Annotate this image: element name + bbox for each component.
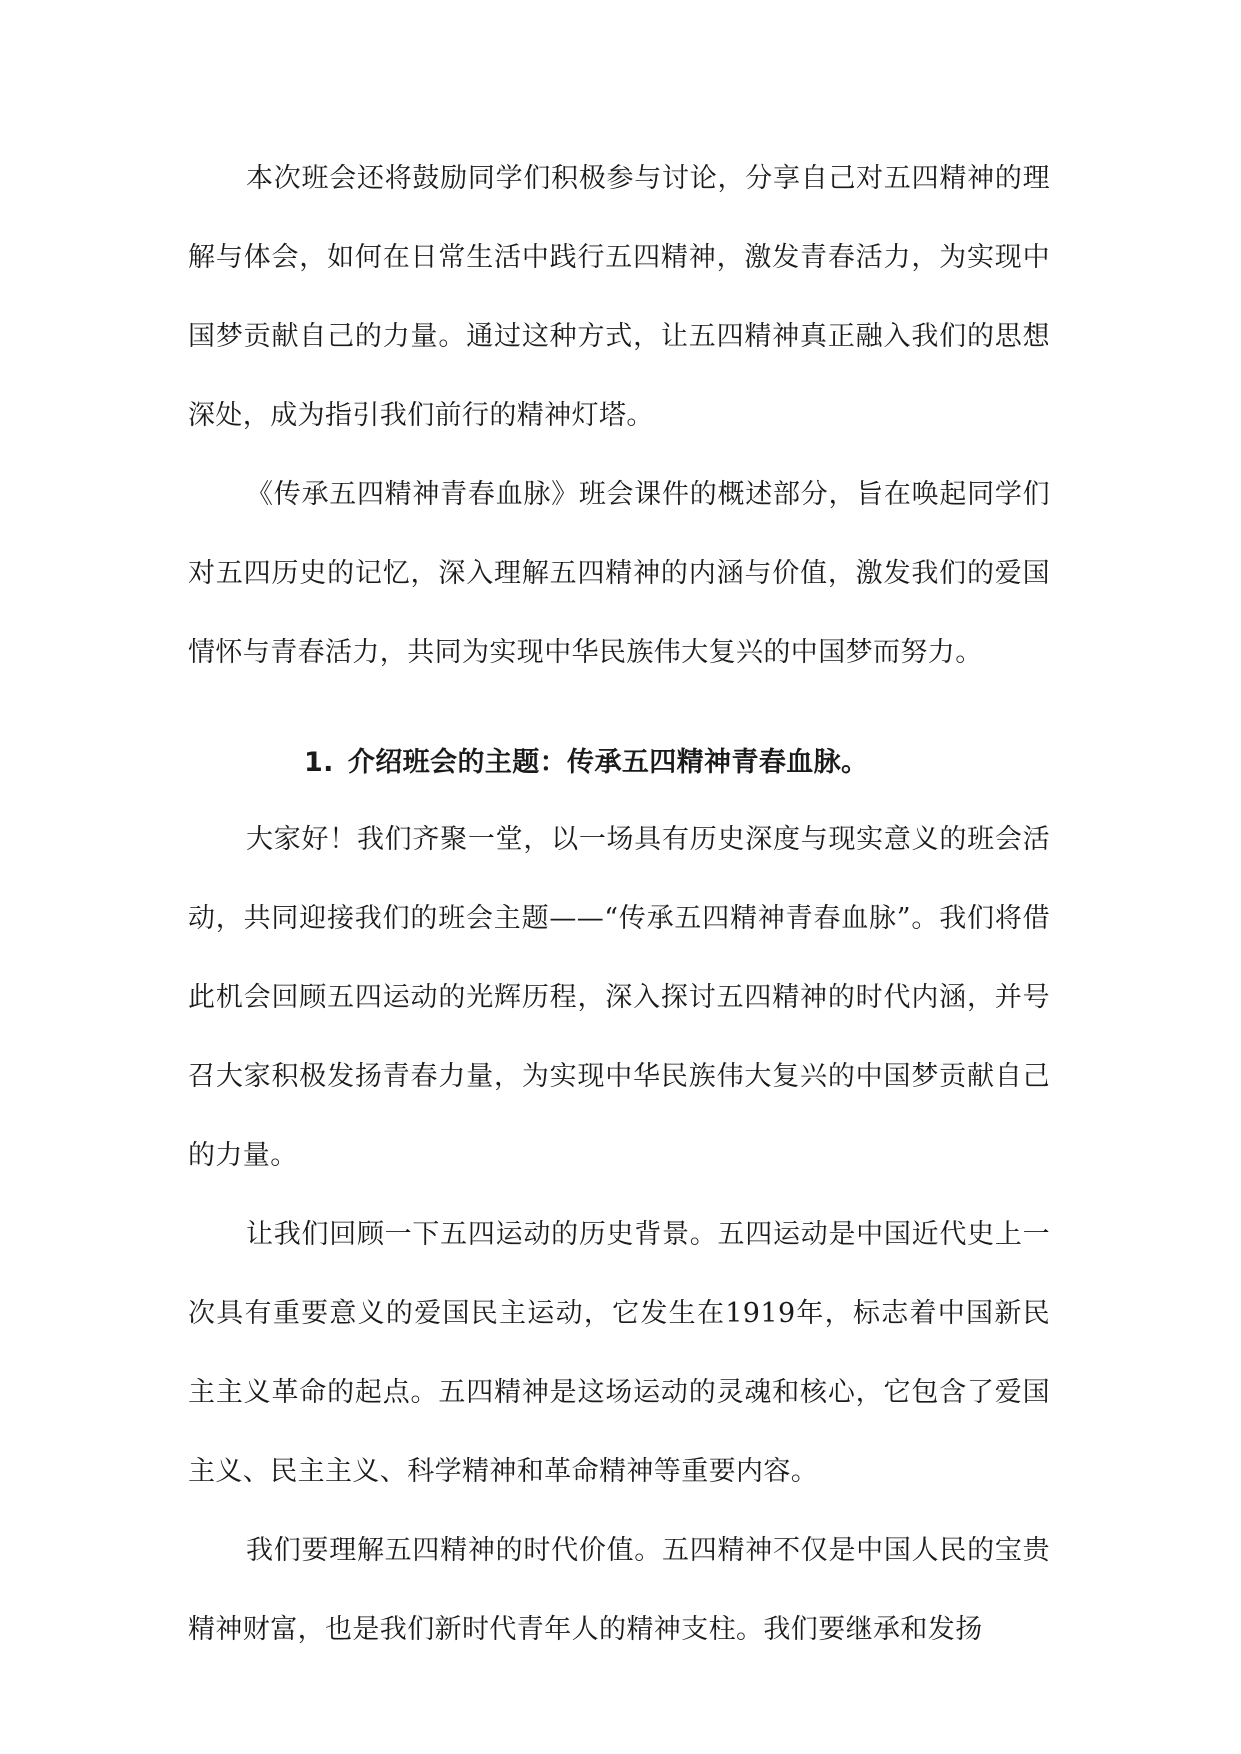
paragraph-history-background: 让我们回顾一下五四运动的历史背景。五四运动是中国近代史上一次具有重要意义的爱国民主运动，它发生在1919年，标志着中国新民主主义革命的起点。五四精神是这场运动的灵魂和核心，它包含了爱国主义、民主主义、科学精神和革命精神等重要内容。	[188, 1219, 1050, 1487]
section-heading	[188, 723, 1050, 802]
paragraph-era-value: 我们要理解五四精神的时代价值。五四精神不仅是中国人民的宝贵精神财富，也是我们新时代青年人的精神支柱。我们要继承和发扬	[188, 1535, 1050, 1645]
document-body	[188, 139, 1050, 1669]
section-title: 介绍班会的主题：传承五四精神青春血脉。	[347, 747, 869, 778]
paragraph-overview: 《传承五四精神青春血脉》班会课件的概述部分，旨在唤起同学们对五四历史的记忆，深入理解五四精神的内涵与价值，激发我们的爱国情怀与青春活力，共同为实现中华民族伟大复兴的中国梦而努力。	[188, 479, 1050, 668]
paragraph-encourage-discussion: 本次班会还将鼓励同学们积极参与讨论，分享自己对五四精神的理解与体会，如何在日常生活中践行五四精神，激发青春活力，为实现中国梦贡献自己的力量。通过这种方式，让五四精神真正融入我们的思想深处，成为指引我们前行的精神灯塔。	[188, 163, 1050, 431]
paragraph-greeting: 大家好！我们齐聚一堂，以一场具有历史深度与现实意义的班会活动，共同迎接我们的班会主题——“传承五四精神青春血脉”。我们将借此机会回顾五四运动的光辉历程，深入探讨五四精神的时代内涵，并号召大家积极发扬青春力量，为实现中华民族伟大复兴的中国梦贡献自己的力量。	[188, 824, 1050, 1171]
section-number: 1.	[304, 747, 334, 778]
